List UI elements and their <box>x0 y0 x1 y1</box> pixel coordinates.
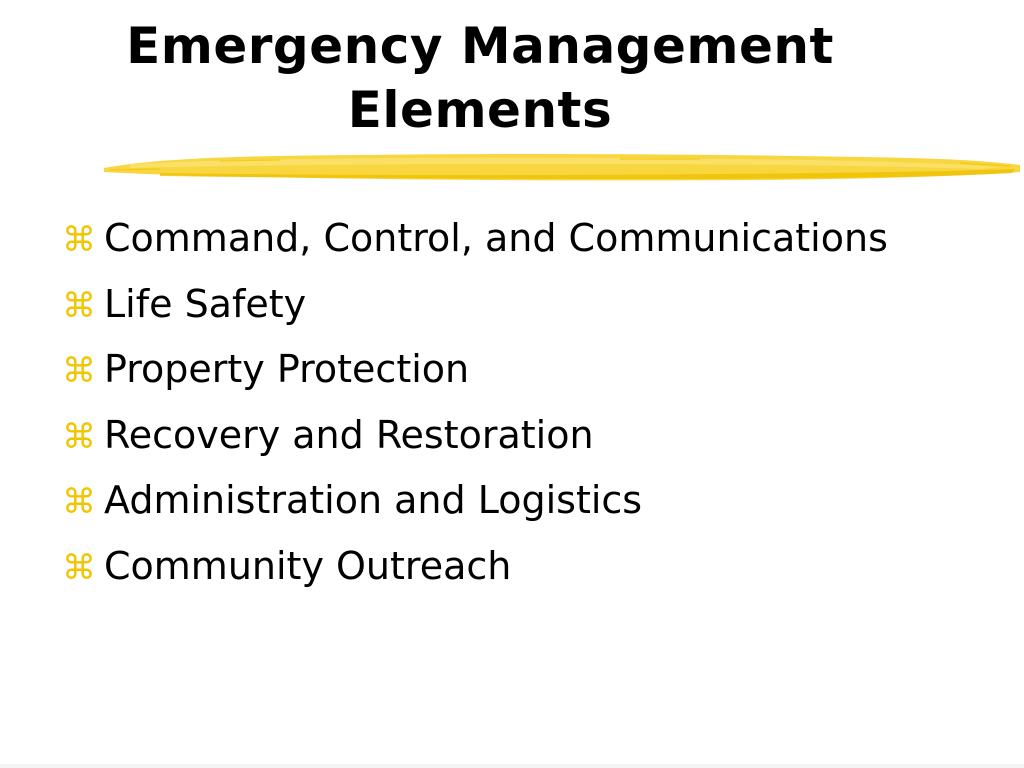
command-bullet-icon: ⌘ <box>62 285 96 326</box>
bullet-text: Property Protection <box>104 347 470 391</box>
list-item <box>62 282 888 348</box>
list-item <box>62 413 888 479</box>
title-line-1: Emergency Management <box>126 17 834 75</box>
list-item <box>62 544 888 610</box>
command-bullet-icon: ⌘ <box>62 547 96 588</box>
command-bullet-icon: ⌘ <box>62 220 96 260</box>
bullet-text: Recovery and Restoration <box>104 412 594 457</box>
command-bullet-icon: ⌘ <box>62 351 96 391</box>
bullet-text: Life Safety <box>104 281 307 326</box>
list-item <box>62 478 888 544</box>
bottom-divider <box>0 764 1024 768</box>
command-bullet-icon: ⌘ <box>62 416 96 457</box>
bullet-list <box>62 216 888 609</box>
title-line-2: Elements <box>347 81 613 139</box>
list-item <box>62 347 888 413</box>
bullet-text: Administration and Logistics <box>104 478 643 522</box>
command-bullet-icon: ⌘ <box>62 482 96 522</box>
slide-title <box>60 14 900 142</box>
yellow-brush-underline <box>100 146 1024 186</box>
list-item <box>62 216 888 282</box>
bullet-text: Command, Control, and Communications <box>104 216 888 260</box>
bullet-text: Community Outreach <box>104 543 512 588</box>
